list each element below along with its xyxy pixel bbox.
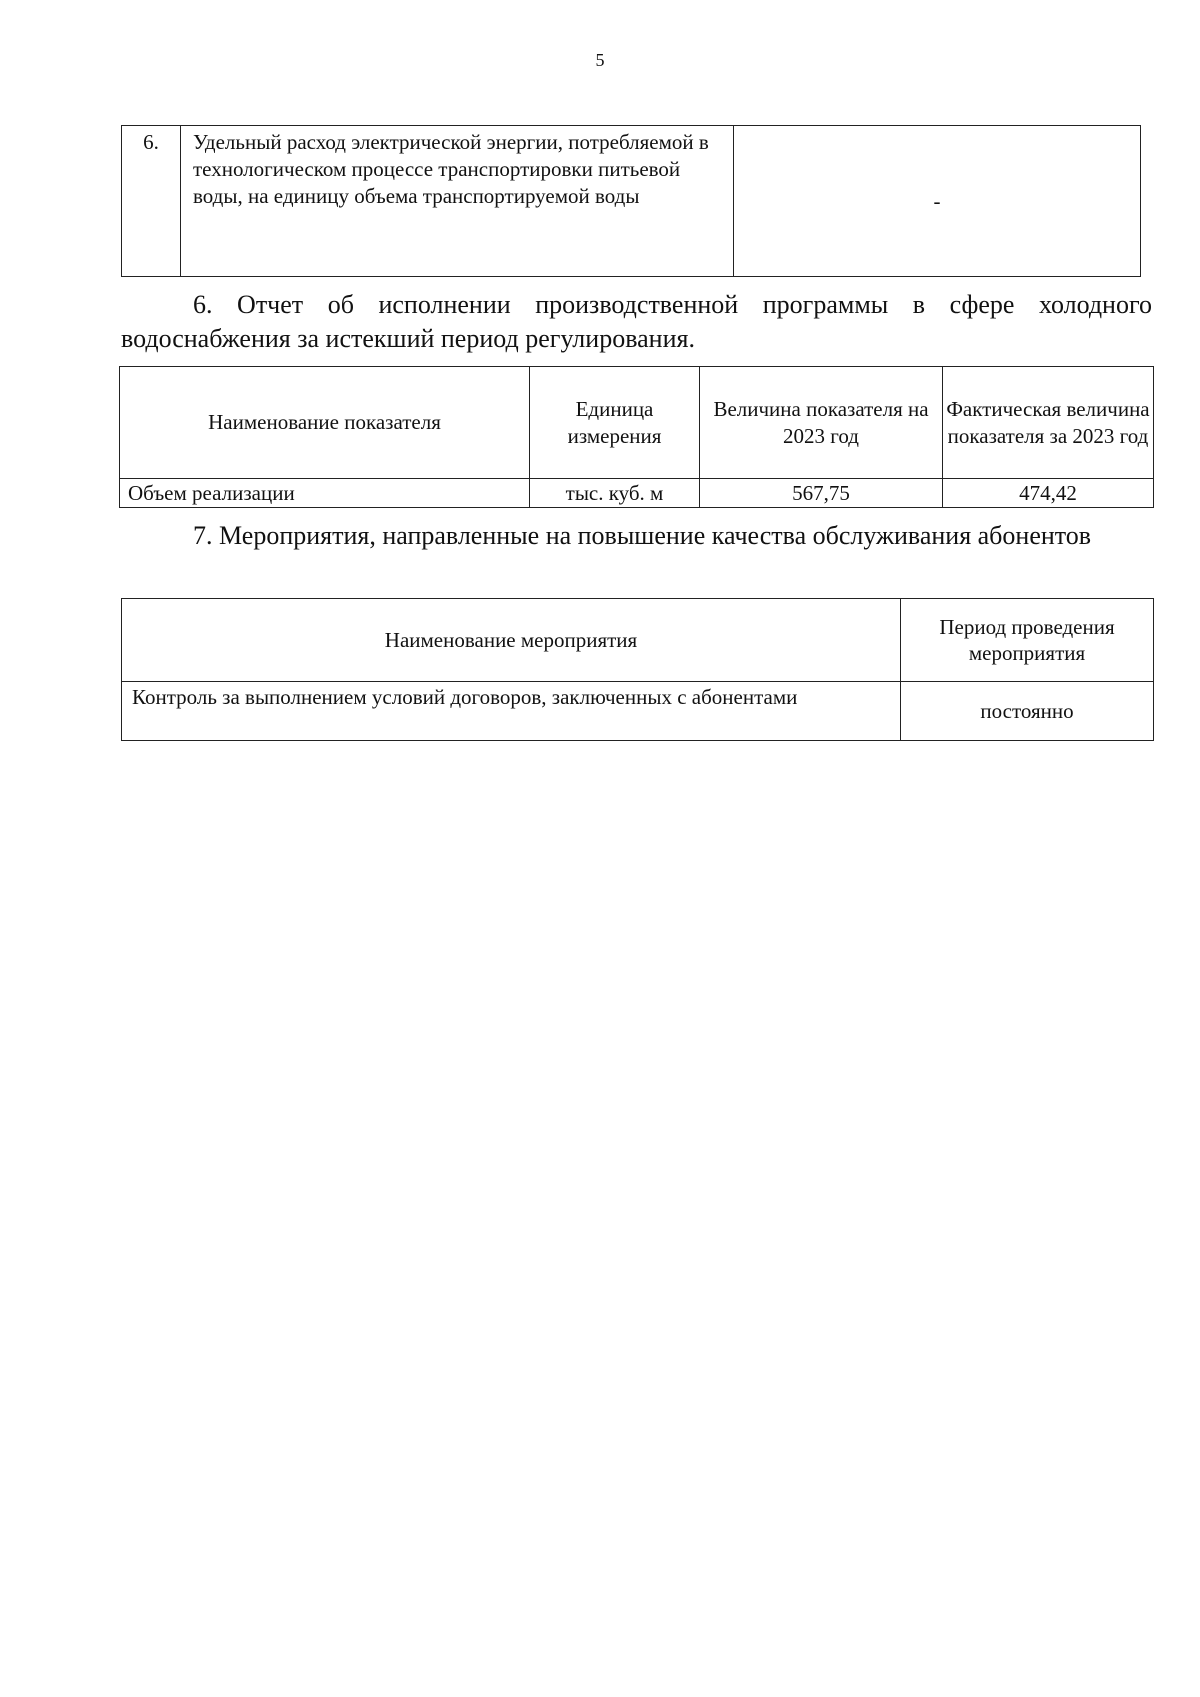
- indicator-description: Удельный расход электрической энергии, потребляемой в технологическом процессе транспортировки питьевой воды, на единицу объема транспортируемой воды: [181, 126, 734, 277]
- measures-table: [121, 598, 1154, 741]
- indicator-value: -: [734, 126, 1141, 277]
- row-number: 6.: [122, 126, 181, 277]
- table-row: [120, 479, 1154, 508]
- page-number: 5: [595, 50, 605, 70]
- table-row: [122, 682, 1154, 741]
- header-measure-name: Наименование мероприятия: [122, 599, 901, 682]
- header-planned-value: Величина показателя на 2023 год: [700, 367, 943, 479]
- table-header-row: [120, 367, 1154, 479]
- header-actual-value: Фактическая величина показателя за 2023 год: [943, 367, 1154, 479]
- cell-indicator-name: Объем реализации: [120, 479, 530, 508]
- cell-measure-period: постоянно: [901, 682, 1154, 741]
- table-header-row: [122, 599, 1154, 682]
- table-row: [122, 126, 1141, 277]
- cell-measure-name: Контроль за выполнением условий договоров, заключенных с абонентами: [122, 682, 901, 741]
- header-measure-period: Период проведения мероприятия: [901, 599, 1154, 682]
- header-unit: Единица измерения: [530, 367, 700, 479]
- report-table: [119, 366, 1154, 508]
- section-7-heading: 7. Мероприятия, направленные на повышение качества обслуживания абонентов: [193, 521, 1092, 550]
- cell-planned-value: 567,75: [700, 479, 943, 508]
- indicator-table: [121, 125, 1141, 277]
- cell-actual-value: 474,42: [943, 479, 1154, 508]
- cell-unit: тыс. куб. м: [530, 479, 700, 508]
- section-6-heading: 6. Отчет об исполнении производственной программы в сфере холодного водоснабжения за истекший период регулирования.: [121, 290, 1152, 353]
- header-indicator-name: Наименование показателя: [120, 367, 530, 479]
